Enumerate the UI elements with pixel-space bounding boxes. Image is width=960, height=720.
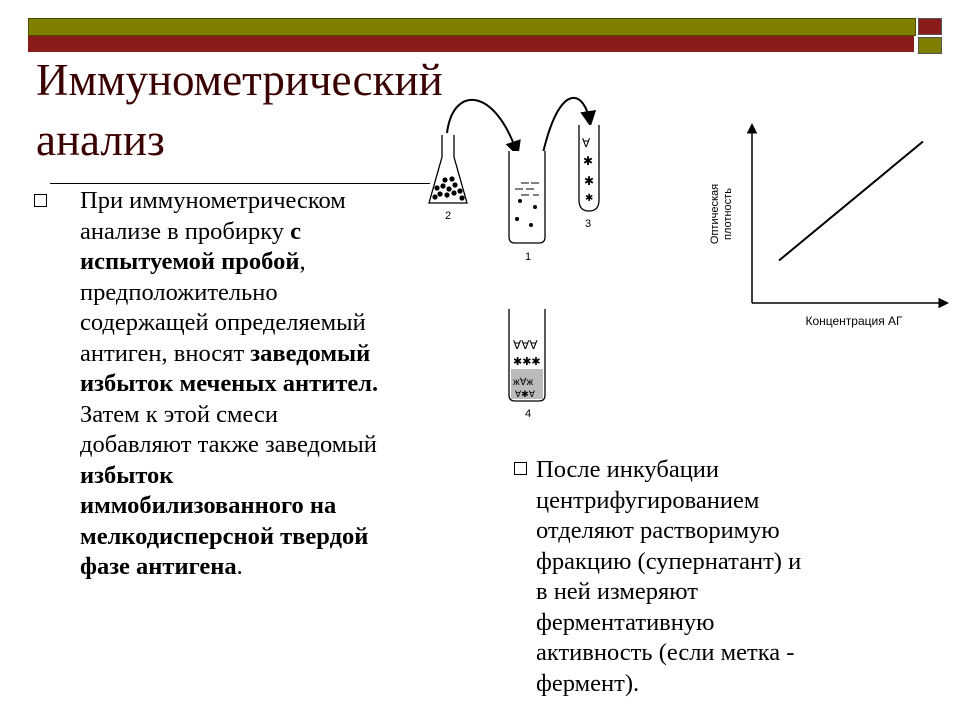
test-tube-1-icon: [509, 151, 545, 243]
flask-icon: [429, 135, 467, 203]
text-line: в ней измеряют: [536, 578, 698, 605]
text-line: центрифугированием: [536, 486, 760, 514]
test-tube-4-icon: [509, 309, 545, 401]
assay-procedure-diagram: [425, 95, 625, 425]
svg-text:∀∀∀: ∀∀∀: [513, 338, 538, 352]
bold-line: мелкодисперсной твердой: [80, 522, 369, 550]
svg-text:✱✱✱: ✱✱✱: [513, 356, 541, 368]
text-fragment: .: [236, 553, 243, 580]
text-fragment: анализе в пробирку: [80, 217, 291, 245]
label-1: 1: [525, 251, 532, 263]
text-line: фракцию (супернатант) и: [536, 547, 802, 575]
x-axis-label: Концентрация АГ: [805, 314, 903, 328]
vial-3-icon: [579, 125, 599, 211]
text-line: добавляют также заведомый: [80, 431, 377, 458]
text-line: активность (если метка -: [536, 639, 795, 666]
svg-text:∀: ∀: [582, 136, 591, 150]
title-bar-olive: [28, 18, 916, 36]
slide-title: [36, 50, 443, 170]
text-line: Затем к этой смеси: [80, 400, 278, 428]
bold-fragment: с: [290, 217, 302, 245]
text-line: ферментативную: [536, 608, 715, 636]
calibration-graph: [700, 118, 950, 333]
text-fragment: ,: [299, 248, 306, 275]
text-line: отделяют растворимую: [536, 517, 780, 544]
bold-line: избыток: [80, 461, 174, 489]
title-line-1: Иммунометрический: [36, 55, 443, 105]
bullet-square-icon: [34, 194, 47, 207]
corner-square-olive: [918, 37, 942, 54]
arrow-flask-to-tube: [447, 100, 517, 153]
left-paragraph: [80, 186, 435, 583]
label-4: 4: [525, 408, 532, 420]
text-line: фермент).: [536, 669, 640, 697]
text-line: После инкубации: [536, 456, 720, 483]
bold-fragment: фазе антигена: [80, 553, 237, 580]
y-axis-label: плотность: [722, 188, 734, 240]
title-underline: [50, 183, 430, 184]
bold-line: иммобилизованного на: [80, 492, 337, 519]
svg-text:✱: ✱: [585, 193, 594, 204]
label-3: 3: [585, 218, 592, 230]
svg-text:✱: ✱: [583, 154, 594, 168]
svg-text:✱: ✱: [584, 174, 595, 188]
series-line: [779, 142, 923, 261]
svg-text:ж∀ж: ж∀ж: [513, 377, 534, 388]
bold-fragment: испытуемой пробой: [80, 248, 300, 275]
text-line: содержащей определяемый: [80, 309, 366, 336]
y-axis-label: Оптическая: [709, 183, 721, 245]
bold-fragment: заведомый: [250, 339, 371, 367]
right-paragraph: [536, 455, 896, 699]
label-2: 2: [445, 210, 452, 222]
bullet-square-icon: [514, 462, 527, 475]
title-line-2: анализ: [36, 115, 165, 165]
text-line: предположительно: [80, 278, 278, 306]
bold-line: избыток меченых антител.: [80, 370, 379, 397]
svg-text:∀✱∀: ∀✱∀: [515, 389, 535, 399]
text-line: При иммунометрическом: [80, 187, 346, 214]
text-fragment: антиген, вносят: [80, 339, 251, 367]
corner-square-red: [918, 18, 942, 35]
